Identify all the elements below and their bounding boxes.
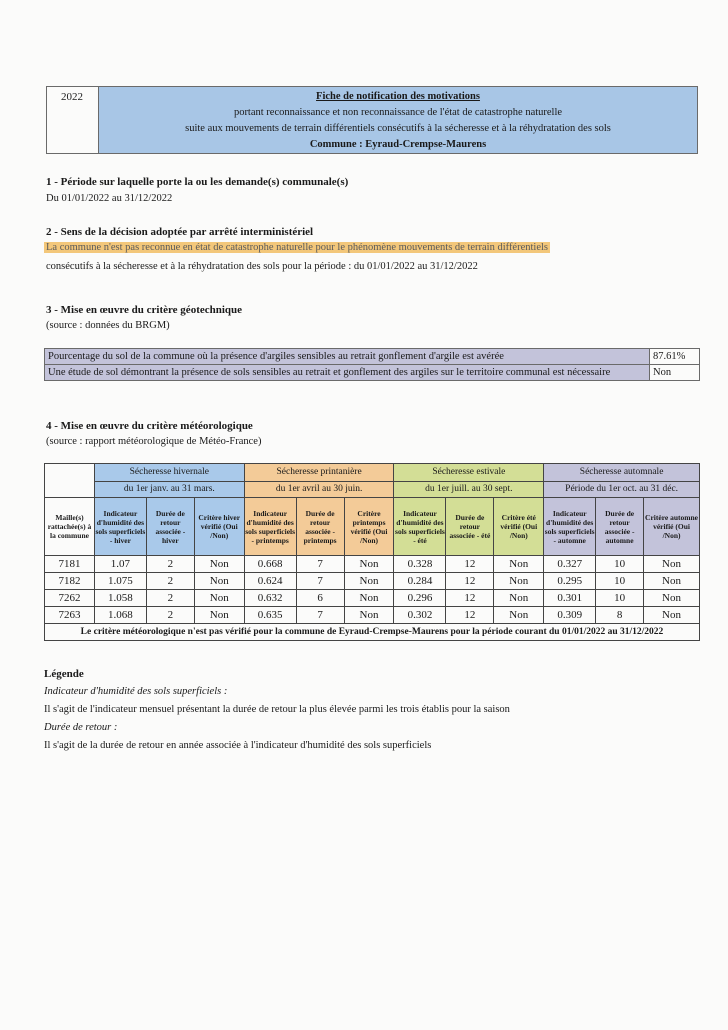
period-winter: du 1er janv. au 31 mars. [94, 482, 244, 498]
geotech-value: Non [650, 365, 700, 381]
section4-source: (source : rapport météorologique de Météo-France) [46, 436, 262, 447]
table-cell: 2 [146, 590, 194, 607]
table-cell: 12 [446, 556, 494, 573]
col-header: Indicateur d'humidité des sols superficiels - été [394, 498, 446, 556]
table-cell: Non [194, 556, 244, 573]
table-cell: Non [494, 607, 544, 624]
legend-term2: Durée de retour : [44, 722, 118, 733]
table-cell: 0.295 [544, 573, 596, 590]
table-cell: 7 [296, 573, 344, 590]
table-cell: 1.075 [94, 573, 146, 590]
maille-header-blank2 [45, 482, 95, 498]
table-cell: 0.668 [244, 556, 296, 573]
period-summer: du 1er juill. au 30 sept. [394, 482, 544, 498]
section1-text: Du 01/01/2022 au 31/12/2022 [46, 193, 173, 204]
table-row [45, 590, 700, 607]
table-cell: 0.328 [394, 556, 446, 573]
table-cell: 2 [146, 556, 194, 573]
table-cell: Non [194, 607, 244, 624]
table-cell: Non [494, 556, 544, 573]
table-cell: 12 [446, 590, 494, 607]
geotech-label: Une étude de sol démontrant la présence de sols sensibles au retrait et gonflement des argiles sur le territoire communal est nécessaire [45, 365, 650, 381]
season-autumn: Sécheresse automnale [544, 464, 700, 482]
season-summer: Sécheresse estivale [394, 464, 544, 482]
legend-term1: Indicateur d'humidité des sols superficiels : [44, 686, 228, 697]
table-cell: 12 [446, 607, 494, 624]
table-cell: 10 [596, 573, 644, 590]
table-cell: 7263 [45, 607, 95, 624]
table-cell: 6 [296, 590, 344, 607]
table-row [45, 607, 700, 624]
table-cell: 0.301 [544, 590, 596, 607]
header-line1: portant reconnaissance et non reconnaissance de l'état de catastrophe naturelle [233, 107, 563, 118]
table-cell: Non [194, 590, 244, 607]
col-header: Critère printemps vérifié (Oui /Non) [344, 498, 394, 556]
table-cell: 7181 [45, 556, 95, 573]
table-cell: 0.296 [394, 590, 446, 607]
table-cell: 10 [596, 556, 644, 573]
section2-text: consécutifs à la sécheresse et à la réhydratation des sols pour la période : du 01/01/2022 au 31/12/2022 [46, 261, 478, 272]
table-cell: 2 [146, 573, 194, 590]
table-row [45, 556, 700, 573]
table-cell: 7182 [45, 573, 95, 590]
col-header: Durée de retour associée - printemps [296, 498, 344, 556]
header-year: 2022 [47, 87, 99, 153]
header-title: Fiche de notification des motivations [316, 91, 480, 102]
period-autumn: Période du 1er oct. au 31 déc. [544, 482, 700, 498]
table-cell: 2 [146, 607, 194, 624]
table-cell: Non [344, 556, 394, 573]
header-line2: suite aux mouvements de terrain différentiels consécutifs à la sécheresse et à la réhydratation des sols [185, 123, 611, 134]
section4-title: 4 - Mise en œuvre du critère météorologique [46, 420, 253, 432]
geotech-table [44, 348, 700, 381]
table-row [45, 349, 700, 365]
table-cell: 0.327 [544, 556, 596, 573]
meteo-conclusion: Le critère météorologique n'est pas vérifié pour la commune de Eyraud-Crempse-Maurens pour la période courant du 01/01/2022 au 31/12/2022 [45, 624, 700, 641]
header-box [46, 86, 698, 154]
table-cell: 1.07 [94, 556, 146, 573]
section2-title: 2 - Sens de la décision adoptée par arrêté interministériel [46, 226, 314, 238]
col-header: Indicateur d'humidité des sols superficiels - hiver [94, 498, 146, 556]
table-cell: Non [344, 590, 394, 607]
table-cell: 7 [296, 607, 344, 624]
header-commune: Commune : Eyraud-Crempse-Maurens [309, 139, 487, 150]
col-header: Indicateur d'humidité des sols superficiels - automne [544, 498, 596, 556]
maille-header-blank [45, 464, 95, 482]
table-cell: 0.309 [544, 607, 596, 624]
table-cell: 7 [296, 556, 344, 573]
table-cell: Non [344, 607, 394, 624]
table-cell: 1.068 [94, 607, 146, 624]
meteo-table [44, 463, 700, 641]
table-cell: 10 [596, 590, 644, 607]
section3-title: 3 - Mise en œuvre du critère géotechnique [46, 304, 243, 316]
table-cell: 12 [446, 573, 494, 590]
table-cell: 0.302 [394, 607, 446, 624]
table-cell: 1.058 [94, 590, 146, 607]
col-header: Critère hiver vérifié (Oui /Non) [194, 498, 244, 556]
table-cell: 0.284 [394, 573, 446, 590]
table-cell: 0.624 [244, 573, 296, 590]
section1-title: 1 - Période sur laquelle porte la ou les demande(s) communale(s) [46, 176, 349, 188]
col-header: Durée de retour associée - hiver [146, 498, 194, 556]
maille-header: Maille(s) rattachée(s) à la commune [45, 498, 95, 556]
season-winter: Sécheresse hivernale [94, 464, 244, 482]
table-cell: Non [644, 573, 700, 590]
period-spring: du 1er avril au 30 juin. [244, 482, 394, 498]
table-row [45, 573, 700, 590]
col-header: Durée de retour associée - été [446, 498, 494, 556]
section3-source: (source : données du BRGM) [46, 320, 170, 331]
table-cell: Non [494, 590, 544, 607]
meteo-body [45, 556, 700, 624]
table-cell: Non [494, 573, 544, 590]
season-spring: Sécheresse printanière [244, 464, 394, 482]
legend-title: Légende [44, 668, 84, 680]
geotech-value: 87.61% [650, 349, 700, 365]
table-row [45, 365, 700, 381]
col-header: Durée de retour associée - automne [596, 498, 644, 556]
col-header: Critère été vérifié (Oui /Non) [494, 498, 544, 556]
decision-highlight: La commune n'est pas reconnue en état de catastrophe naturelle pour le phénomène mouvements de terrain différentiels [46, 242, 549, 253]
col-header: Indicateur d'humidité des sols superficiels - printemps [244, 498, 296, 556]
table-cell: 8 [596, 607, 644, 624]
table-cell: Non [644, 607, 700, 624]
table-cell: Non [644, 556, 700, 573]
geotech-label: Pourcentage du sol de la commune où la présence d'argiles sensibles au retrait gonflement d'argile est avérée [45, 349, 650, 365]
table-cell: 7262 [45, 590, 95, 607]
table-cell: Non [194, 573, 244, 590]
legend [44, 665, 510, 755]
legend-def1: Il s'agit de l'indicateur mensuel présentant la durée de retour la plus élevée parmi les trois établis pour la saison [44, 704, 510, 715]
table-cell: 0.635 [244, 607, 296, 624]
legend-def2: Il s'agit de la durée de retour en année associée à l'indicateur d'humidité des sols superficiels [44, 740, 432, 751]
col-header: Critère automne vérifié (Oui /Non) [644, 498, 700, 556]
section2-highlight-line [44, 242, 550, 253]
header-body [99, 87, 697, 153]
table-cell: 0.632 [244, 590, 296, 607]
table-cell: Non [644, 590, 700, 607]
table-cell: Non [344, 573, 394, 590]
